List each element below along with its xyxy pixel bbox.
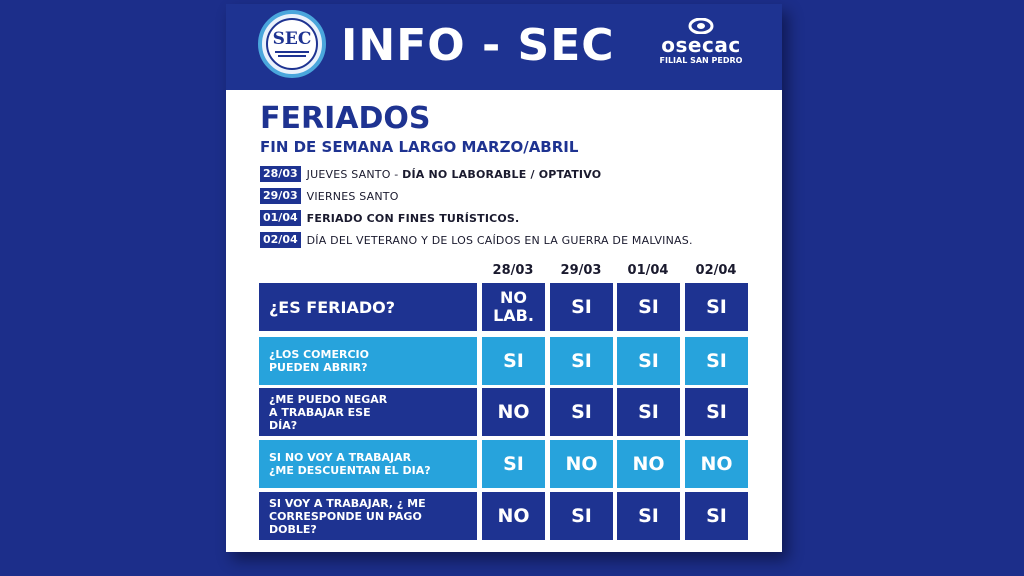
sec-logo-text: SEC [272,29,312,49]
date-description: FERIADO CON FINES TURÍSTICOS. [306,211,520,225]
column-header: 02/04 [695,263,737,278]
question-cell: ¿ES FERIADO? [259,283,477,331]
answer-cell: NO [550,440,613,488]
answer-cell: SI [617,337,680,385]
header-banner [226,4,782,90]
answer-cell: SI [482,337,545,385]
column-header: 01/04 [627,263,669,278]
answer-cell: NO [482,492,545,540]
banner-title: INFO - SEC [341,20,615,71]
answer-cell: SI [550,283,613,331]
answer-cell: SI [685,388,748,436]
info-card [226,4,782,552]
answer-cell: NO [685,440,748,488]
osecac-subtitle: FILIAL SAN PEDRO [659,56,743,65]
answer-cell: SI [685,492,748,540]
answer-cell: NO [482,388,545,436]
date-badge: 01/04 [260,210,301,226]
date-description: DÍA DEL VETERANO Y DE LOS CAÍDOS EN LA GUERRA DE MALVINAS. [306,233,693,247]
answer-cell: SI [685,283,748,331]
answer-cell: NO [617,440,680,488]
date-item [260,232,693,248]
answer-cell: SI [482,440,545,488]
date-description: VIERNES SANTO [306,189,399,203]
answer-cell: SI [617,492,680,540]
column-header: 29/03 [560,263,602,278]
column-header: 28/03 [492,263,534,278]
osecac-logo [646,18,756,66]
page-title: FERIADOS [260,101,431,136]
date-description: JUEVES SANTO - DÍA NO LABORABLE / OPTATIVO [306,167,602,181]
sec-logo [258,10,326,78]
question-cell: SI VOY A TRABAJAR, ¿ ME CORRESPONDE UN PAGO DOBLE? [259,492,477,540]
question-cell: ¿ME PUEDO NEGAR A TRABAJAR ESE DÍA? [259,388,477,436]
date-badge: 29/03 [260,188,301,204]
answer-cell: SI [550,492,613,540]
date-badge: 02/04 [260,232,301,248]
answer-cell: SI [685,337,748,385]
date-item [260,210,519,226]
answer-cell: SI [550,337,613,385]
question-cell: SI NO VOY A TRABAJAR ¿ME DESCUENTAN EL DIA? [259,440,477,488]
answer-cell: SI [617,283,680,331]
answer-cell: SI [617,388,680,436]
question-cell: ¿LOS COMERCIO PUEDEN ABRIR? [259,337,477,385]
osecac-name: osecac [661,33,741,57]
osecac-mark-icon [688,18,714,34]
date-badge: 28/03 [260,166,301,182]
page-subtitle: FIN DE SEMANA LARGO MARZO/ABRIL [260,138,579,156]
date-item [260,166,601,182]
answer-cell: SI [550,388,613,436]
answer-cell: NO LAB. [482,283,545,331]
date-item [260,188,399,204]
